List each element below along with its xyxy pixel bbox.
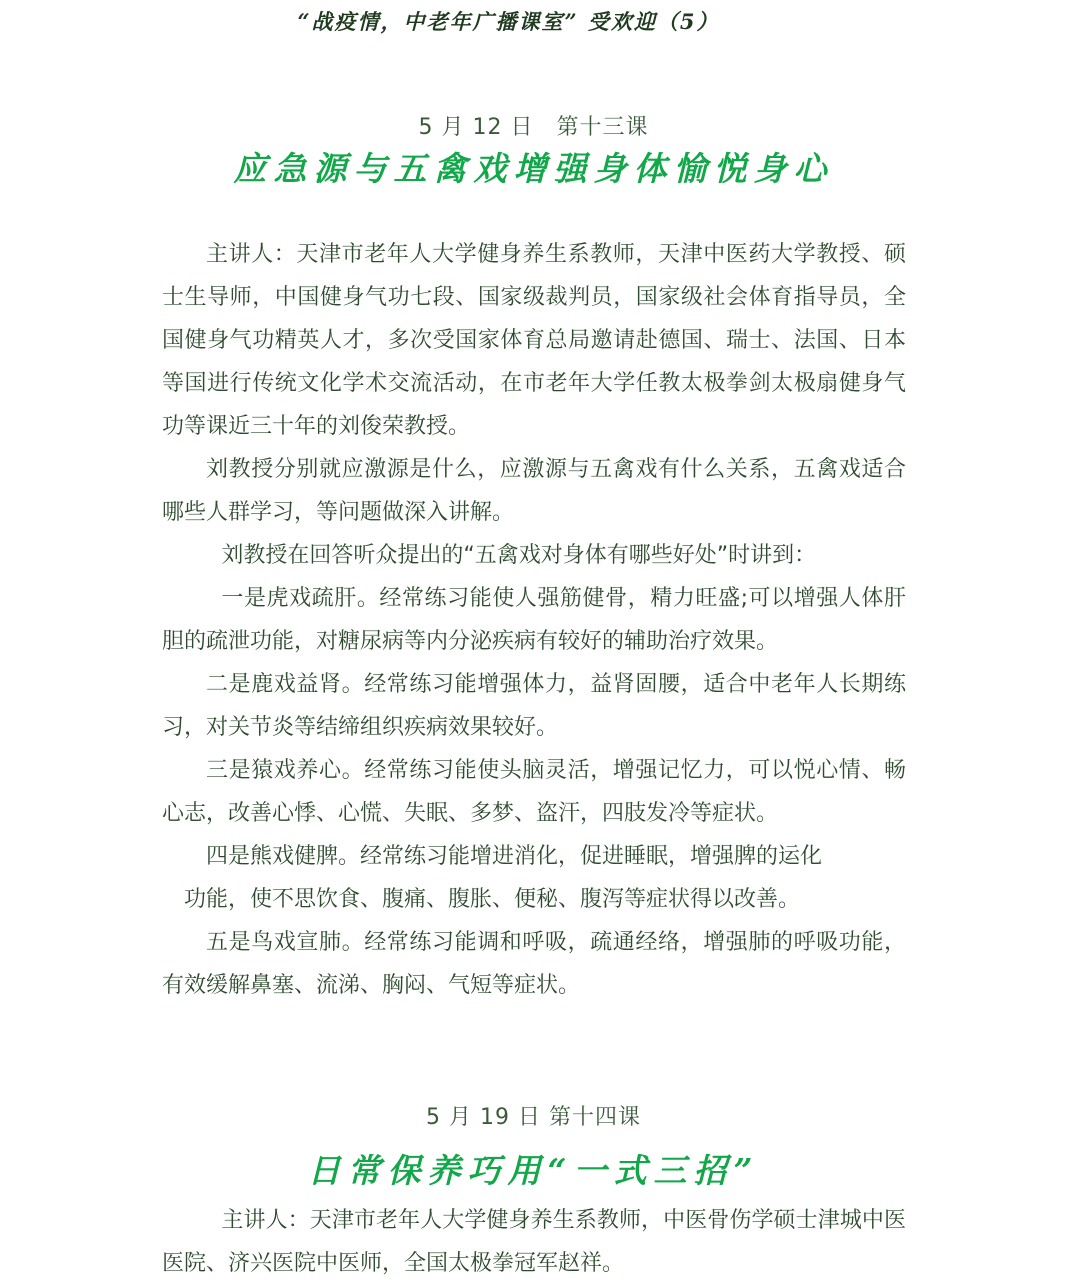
lesson-13-title: 应急源与五禽戏增强身体愉悦身心 <box>233 149 834 188</box>
paragraph-topics: 刘教授分别就应激源是什么，应激源与五禽戏有什么关系，五禽戏适合哪些人群学习，等问题做深入讲解。 <box>162 457 906 525</box>
paragraph-bird: 五是鸟戏宣肺。经常练习能调和呼吸，疏通经络，增强肺的呼吸功能，有效缓解鼻塞、流涕、胸闷、气短等症状。 <box>162 930 906 998</box>
lesson-14-body <box>162 1199 906 1285</box>
paragraph-deer: 二是鹿戏益肾。经常练习能增强体力，益肾固腰，适合中老年人长期练习，对关节炎等结缔组织疾病效果较好。 <box>162 672 906 740</box>
lesson-14-date: 5 月 19 日 第十四课 <box>426 1105 641 1130</box>
paragraph-tiger: 一是虎戏疏肝。经常练习能使人强筋健骨，精力旺盛;可以增强人体肝胆的疏泄功能，对糖尿病等内分泌疾病有较好的辅助治疗效果。 <box>162 586 906 654</box>
lesson-13-date: 5 月 12 日 第十三课 <box>418 115 649 140</box>
page-header: “战疫情，中老年广播课室” 受欢迎（5） <box>297 9 720 34</box>
lesson-13-body <box>162 233 906 1007</box>
paragraph-question: 刘教授在回答听众提出的“五禽戏对身体有哪些好处”时讲到： <box>221 543 817 568</box>
paragraph-speaker: 主讲人：天津市老年人大学健身养生系教师，天津中医药大学教授、硕士生导师，中国健身气功七段、国家级裁判员，国家级社会体育指导员，全国健身气功精英人才，多次受国家体育总局邀请赴德国、瑞士、法国、日本等国进行传统文化学术交流活动，在市老年大学任教太极拳剑太极扇健身气功等课近三十年的刘俊荣教授。 <box>162 242 906 439</box>
paragraph-ape: 三是猿戏养心。经常练习能使头脑灵活，增强记忆力，可以悦心情、畅心志，改善心悸、心慌、失眠、多梦、盗汗，四肢发冷等症状。 <box>162 758 906 826</box>
paragraph-speaker-14: 主讲人：天津市老年人大学健身养生系教师，中医骨伤学硕士津城中医医院、济兴医院中医师，全国太极拳冠军赵祥。 <box>162 1208 906 1276</box>
lesson-14-title: 日常保养巧用“一式三招” <box>307 1151 760 1190</box>
paragraph-bear-cont: 功能，使不思饮食、腹痛、腹胀、便秘、腹泻等症状得以改善。 <box>184 887 801 912</box>
paragraph-bear: 四是熊戏健脾。经常练习能增进消化，促进睡眠，增强脾的运化 <box>206 844 823 869</box>
